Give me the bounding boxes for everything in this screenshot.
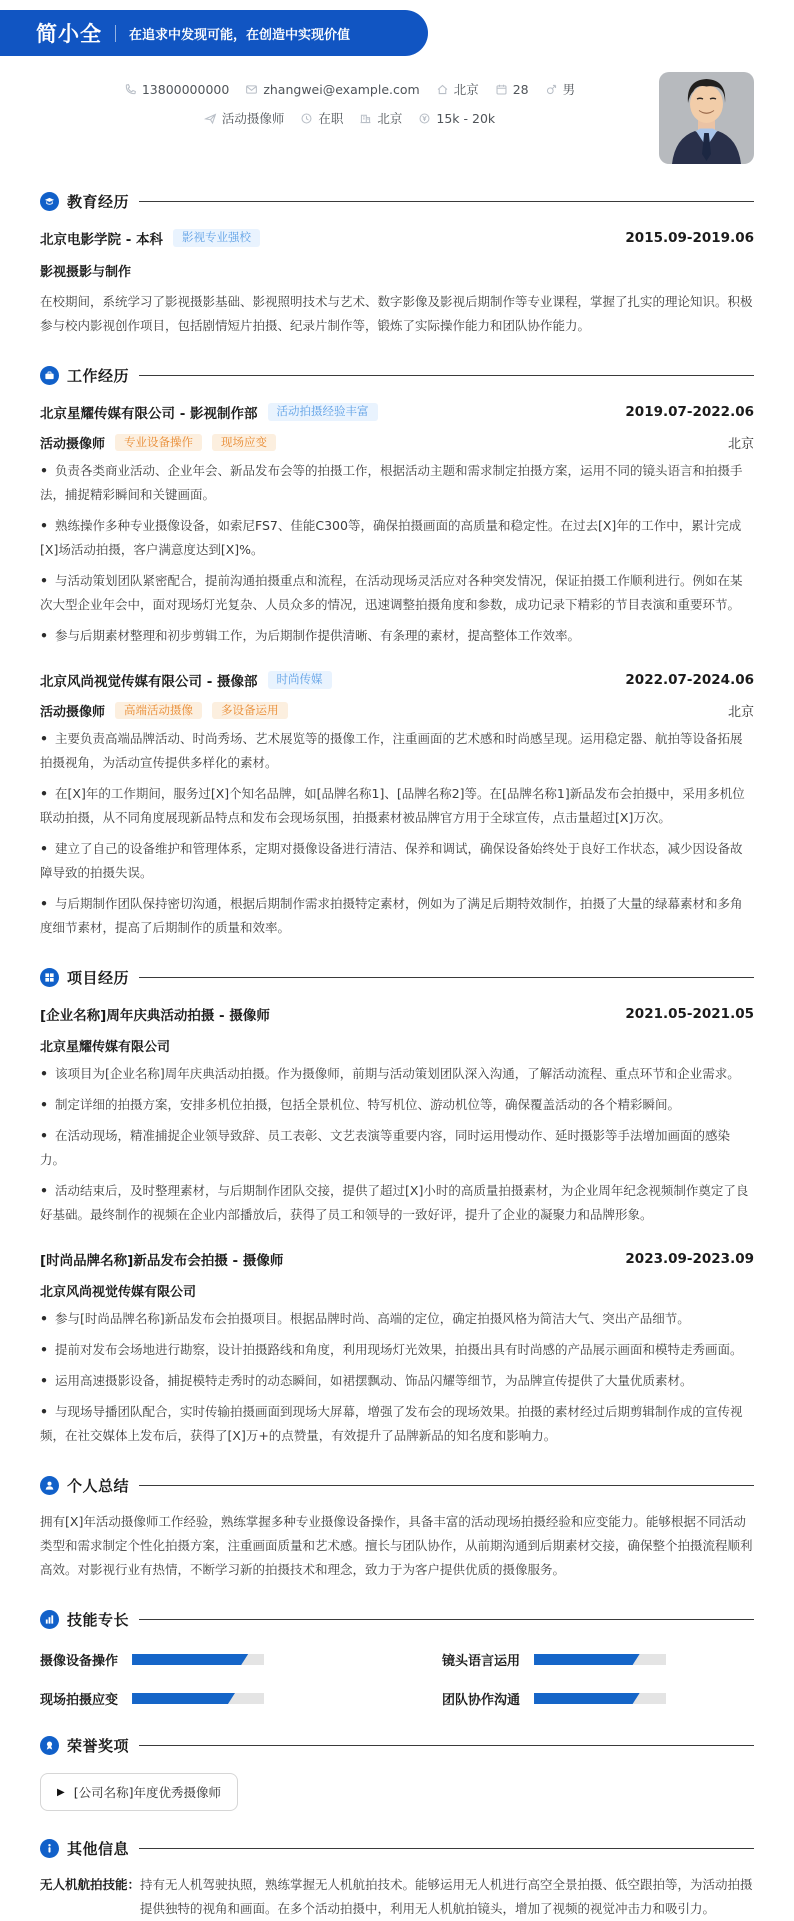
- profile-photo: [659, 72, 754, 164]
- company-tag: 时尚传媒: [268, 671, 332, 689]
- skill-label: 摄像设备操作: [40, 1654, 119, 1669]
- graduation-cap-icon: [40, 192, 59, 211]
- project-bullet: • 与现场导播团队配合，实时传输拍摄画面到现场大屏幕，增强了发布会的现场效果。拍摄的素材经过后期剪辑制作成的宣传视频，在社交媒体上发布后，获得了[X]万+的点赞量，有效提升了品牌新品的知名度和影响力。: [40, 1404, 743, 1443]
- project-company: 北京风尚视觉传媒有限公司: [40, 1285, 197, 1300]
- section-title: 项目经历: [67, 969, 130, 987]
- banner-divider: [115, 25, 116, 42]
- other-label: 无人机航拍技能：: [40, 1877, 141, 1892]
- skill-item: [442, 1689, 754, 1708]
- section-rule: [139, 1745, 754, 1747]
- school-tag: 影视专业强校: [173, 229, 260, 247]
- other-header: [40, 1838, 754, 1859]
- project-bullet: • 运用高速摄影设备，捕捉模特走秀时的动态瞬间，如裙摆飘动、饰品闪耀等细节，为品牌宣传提供了大量优质素材。: [40, 1373, 693, 1388]
- section-title: 技能专长: [67, 1611, 130, 1629]
- skill-bar: [534, 1693, 666, 1704]
- project-bullet: • 在活动现场，精准捕捉企业领导致辞、员工表彰、文艺表演等重要内容，同时运用慢动作、延时摄影等手法增加画面的感染力。: [40, 1128, 731, 1167]
- project-date: 2021.05-2021.05: [625, 1006, 754, 1022]
- company-name: 北京星耀传媒有限公司 - 影视制作部: [40, 406, 258, 422]
- banner-tagline: 在追求中发现可能，在创造中实现价值: [129, 27, 351, 43]
- projects-header: [40, 967, 754, 988]
- section-rule: [139, 201, 754, 203]
- contact-gender: 男: [545, 80, 576, 98]
- salary-icon: [418, 112, 431, 125]
- section-skills: [40, 1609, 754, 1708]
- play-triangle-icon: ▶: [57, 1786, 65, 1798]
- resume-owner-name: 简小全: [36, 22, 102, 46]
- role-tag: 高端活动摄像: [115, 702, 202, 720]
- work-city: 北京: [359, 109, 402, 127]
- work-date: 2022.07-2024.06: [625, 672, 754, 688]
- skill-bar: [132, 1654, 264, 1665]
- skills-grid: [40, 1650, 754, 1708]
- project-grid-icon: [40, 968, 59, 987]
- other-info-item: [40, 1873, 754, 1921]
- work-bullet: • 与活动策划团队紧密配合，提前沟通拍摄重点和流程，在活动现场灵活应对各种突发情况，保证拍摄工作顺利进行。例如在某次大型企业年会中，面对现场灯光复杂、人员众多的情况，迅速调整拍摄角度和参数，成功记录下精彩的节目表演和重要环节。: [40, 573, 743, 612]
- skill-bar: [534, 1654, 666, 1665]
- portrait-illustration: [659, 72, 754, 164]
- role-title: 活动摄像师: [40, 705, 106, 720]
- project-company: 北京星耀传媒有限公司: [40, 1040, 171, 1055]
- section-work: [40, 365, 754, 940]
- work-location: 北京: [727, 705, 754, 720]
- major-name: 影视摄影与制作: [40, 265, 132, 280]
- gender-icon: [545, 83, 558, 96]
- person-icon: [40, 1476, 59, 1495]
- project-item: [40, 1004, 754, 1227]
- target-position: 活动摄像师: [204, 109, 285, 127]
- info-icon: [40, 1839, 59, 1858]
- resume-page: [0, 72, 794, 1921]
- section-rule: [139, 977, 754, 979]
- section-other: [40, 1838, 754, 1921]
- section-title: 其他信息: [67, 1840, 130, 1858]
- skills-header: [40, 1609, 754, 1630]
- skill-bar: [132, 1693, 264, 1704]
- section-rule: [139, 1848, 754, 1850]
- skill-item: [442, 1650, 754, 1669]
- contact-age: 28: [495, 82, 529, 97]
- summary-text: 拥有[X]年活动摄像师工作经验，熟练掌握多种专业摄像设备操作，具备丰富的活动现场拍摄经验和应变能力。能够根据不同活动类型和需求制定个性化拍摄方案，注重画面质量和艺术感。擅长与团队协作，从前期沟通到后期素材交接，确保整个拍摄流程顺利高效。对影视行业有热情，不断学习新的拍摄技术和理念，致力于为客户提供优质的摄像服务。: [40, 1514, 753, 1577]
- work-bullet: • 建立了自己的设备维护和管理体系，定期对摄像设备进行清洁、保养和调试，确保设备始终处于良好工作状态，减少因设备故障导致的拍摄失误。: [40, 841, 743, 880]
- salary-expectation: 15k - 20k: [418, 111, 495, 126]
- section-title: 个人总结: [67, 1477, 130, 1495]
- skill-label: 镜头语言运用: [442, 1654, 521, 1669]
- section-title: 教育经历: [67, 193, 130, 211]
- skill-item: [40, 1689, 352, 1708]
- contact-row-2: [204, 109, 495, 127]
- other-text: 持有无人机驾驶执照，熟练掌握无人机航拍技术。能够运用无人机进行高空全景拍摄、低空跟拍等，为活动拍摄提供独特的视角和画面。在多个活动拍摄中，利用无人机航拍镜头，增加了视频的视觉冲击力和吸引力。: [140, 1877, 753, 1916]
- education-item: [40, 228, 754, 338]
- skill-item: [40, 1650, 352, 1669]
- section-rule: [139, 375, 754, 377]
- contact-phone: 13800000000: [124, 82, 229, 97]
- contact-email: zhangwei@example.com: [245, 82, 419, 97]
- work-location: 北京: [727, 437, 754, 452]
- work-bullet: • 在[X]年的工作期间，服务过[X]个知名品牌，如[品牌名称1]、[品牌名称2]等。在[品牌名称1]新品发布会拍摄中，采用多机位联动拍摄，从不同角度展现新品特点和发布会现场氛围，拍摄素材被品牌官方用于全球宣传，点击量超过[X]万次。: [40, 786, 745, 825]
- award-item[interactable]: [40, 1773, 238, 1811]
- role-tag: 多设备运用: [212, 702, 288, 720]
- education-description: 在校期间，系统学习了影视摄影基础、影视照明技术与艺术、数字影像及影视后期制作等专业课程，掌握了扎实的理论知识。积极参与校内影视创作项目，包括剧情短片拍摄、纪录片制作等，锻炼了实际操作能力和团队协作能力。: [40, 294, 753, 333]
- mail-icon: [245, 83, 258, 96]
- bar-chart-icon: [40, 1610, 59, 1629]
- header-banner: [0, 10, 428, 56]
- work-item: [40, 670, 754, 940]
- target-job-icon: [204, 112, 217, 125]
- section-title: 工作经历: [67, 367, 130, 385]
- work-bullet: • 主要负责高端品牌活动、时尚秀场、艺术展览等的摄像工作，注重画面的艺术感和时尚感呈现。运用稳定器、航拍等设备拓展拍摄视角，为活动宣传提供多样化的素材。: [40, 731, 743, 770]
- city-icon: [359, 112, 372, 125]
- section-summary: [40, 1475, 754, 1582]
- award-icon: [40, 1736, 59, 1755]
- education-header: [40, 191, 754, 212]
- work-bullet: • 熟练操作多种专业摄像设备，如索尼FS7、佳能C300等，确保拍摄画面的高质量和稳定性。在过去[X]年的工作中，累计完成[X]场活动拍摄，客户满意度达到[X]%。: [40, 518, 742, 557]
- role-tag: 现场应变: [212, 434, 276, 452]
- education-date: 2015.09-2019.06: [625, 230, 754, 246]
- section-projects: [40, 967, 754, 1448]
- home-icon: [436, 83, 449, 96]
- job-status: 在职: [300, 109, 343, 127]
- honors-header: [40, 1735, 754, 1756]
- work-date: 2019.07-2022.06: [625, 404, 754, 420]
- section-education: [40, 191, 754, 338]
- section-honors: [40, 1735, 754, 1811]
- summary-header: [40, 1475, 754, 1496]
- contact-block: [40, 72, 659, 127]
- age-icon: [495, 83, 508, 96]
- profile-header: [40, 72, 754, 164]
- briefcase-icon: [40, 366, 59, 385]
- project-bullet: • 该项目为[企业名称]周年庆典活动拍摄。作为摄像师，前期与活动策划团队深入沟通，了解活动流程、重点环节和企业需求。: [40, 1066, 740, 1081]
- contact-row-1: [124, 80, 575, 98]
- work-bullet: • 与后期制作团队保持密切沟通，根据后期制作需求拍摄特定素材，例如为了满足后期特效制作，拍摄了大量的绿幕素材和多角度细节素材，提高了后期制作的质量和效率。: [40, 896, 743, 935]
- work-bullet: • 负责各类商业活动、企业年会、新品发布会等的拍摄工作，根据活动主题和需求制定拍摄方案，运用不同的镜头语言和拍摄手法，捕捉精彩瞬间和关键画面。: [40, 463, 743, 502]
- skill-label: 团队协作沟通: [442, 1693, 521, 1708]
- role-title: 活动摄像师: [40, 437, 106, 452]
- project-date: 2023.09-2023.09: [625, 1251, 754, 1267]
- work-bullet: • 参与后期素材整理和初步剪辑工作，为后期制作提供清晰、有条理的素材，提高整体工作效率。: [40, 628, 581, 643]
- phone-icon: [124, 83, 137, 96]
- role-tag: 专业设备操作: [115, 434, 202, 452]
- work-item: [40, 402, 754, 648]
- section-rule: [139, 1485, 754, 1487]
- company-name: 北京风尚视觉传媒有限公司 - 摄像部: [40, 674, 258, 690]
- project-bullet: • 活动结束后，及时整理素材，与后期制作团队交接，提供了超过[X]小时的高质量拍摄素材，为企业周年纪念视频制作奠定了良好基础。最终制作的视频在企业内部播放后，获得了员工和领导的一致好评，提升了企业的凝聚力和品牌形象。: [40, 1183, 749, 1222]
- work-header: [40, 365, 754, 386]
- section-title: 荣誉奖项: [67, 1737, 130, 1755]
- project-name: [时尚品牌名称]新品发布会拍摄 - 摄像师: [40, 1253, 284, 1269]
- company-tag: 活动拍摄经验丰富: [268, 403, 378, 421]
- school-name: 北京电影学院 - 本科: [40, 232, 164, 248]
- contact-home-city: 北京: [436, 80, 479, 98]
- award-text: [公司名称]年度优秀摄像师: [73, 1785, 221, 1800]
- project-bullet: • 参与[时尚品牌名称]新品发布会拍摄项目。根据品牌时尚、高端的定位，确定拍摄风格为简洁大气、突出产品细节。: [40, 1311, 690, 1326]
- section-rule: [139, 1619, 754, 1621]
- project-name: [企业名称]周年庆典活动拍摄 - 摄像师: [40, 1008, 270, 1024]
- skill-label: 现场拍摄应变: [40, 1693, 119, 1708]
- project-bullet: • 提前对发布会场地进行勘察，设计拍摄路线和角度，利用现场灯光效果，拍摄出具有时尚感的产品展示画面和模特走秀画面。: [40, 1342, 743, 1357]
- status-icon: [300, 112, 313, 125]
- project-item: [40, 1249, 754, 1448]
- project-bullet: • 制定详细的拍摄方案，安排多机位拍摄，包括全景机位、特写机位、游动机位等，确保覆盖活动的各个精彩瞬间。: [40, 1097, 681, 1112]
